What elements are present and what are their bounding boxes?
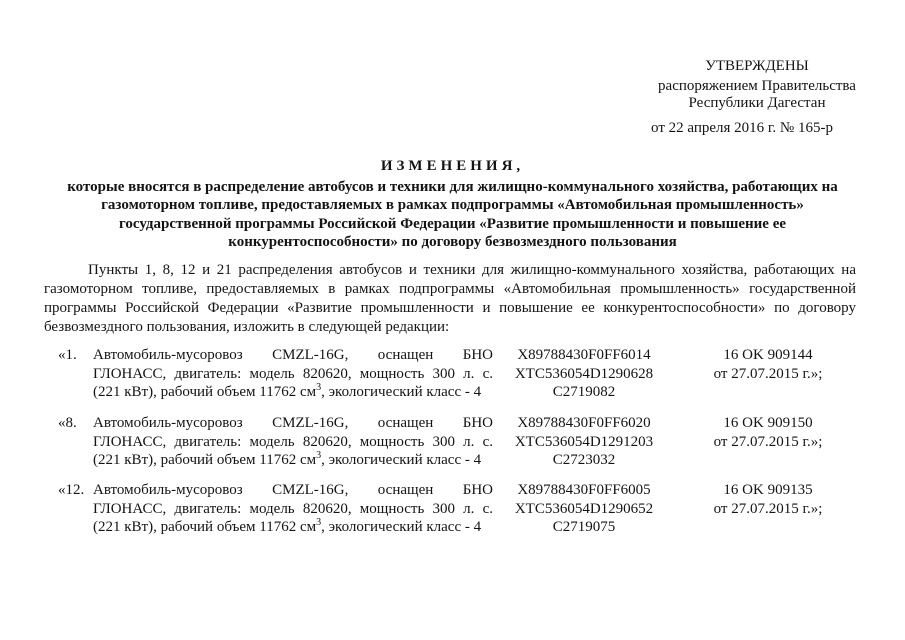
entry-item-12 xyxy=(0,481,905,541)
engine-number: C2723032 xyxy=(552,452,616,468)
document-number: 16 OK 909144 xyxy=(723,347,813,363)
intro-line: безвозмездного пользования, изложить в следующей редакции: xyxy=(44,319,450,335)
description-line: ГЛОНАСС, двигатель: модель 820620, мощность 300 л. с. xyxy=(93,500,493,517)
entry-document xyxy=(690,414,846,451)
entry-description xyxy=(93,346,493,402)
document-date: от 27.07.2015 г.»; xyxy=(713,500,823,517)
entry-item-1 xyxy=(0,346,905,406)
engine-number: C2719082 xyxy=(552,384,616,400)
intro-paragraph xyxy=(0,261,905,337)
intro-line: программы Российской Федерации «Развитие промышленности и повышение ее конкурентоспособности» по договору xyxy=(44,300,856,316)
entry-vin-numbers xyxy=(510,481,658,537)
approval-region: Республики Дагестан xyxy=(688,95,826,111)
description-line xyxy=(93,451,493,470)
document-number: 16 OK 909135 xyxy=(723,482,813,498)
description-text: , экологический класс - 4 xyxy=(321,519,482,535)
superscript: 3 xyxy=(316,382,322,393)
approval-date: от 22 апреля 2016 г. № 165-р xyxy=(651,120,833,136)
description-text: (221 кВт), рабочий объем 11762 см xyxy=(93,519,317,535)
approval-title: УТВЕРЖДЕНЫ xyxy=(705,58,809,74)
document-date: от 27.07.2015 г.»; xyxy=(713,365,823,382)
entry-vin-numbers xyxy=(510,346,658,402)
description-text: (221 кВт), рабочий объем 11762 см xyxy=(93,452,317,468)
vin-number: X89788430F0FF6020 xyxy=(517,415,651,431)
description-line: Автомобиль-мусоровоз CMZL-16G, оснащен БНО xyxy=(93,415,493,431)
entry-description xyxy=(93,481,493,537)
document-subtitle xyxy=(0,178,905,252)
approval-authority: распоряжением Правительства xyxy=(658,78,856,94)
chassis-number: XTC536054D1290628 xyxy=(514,365,654,382)
description-line: ГЛОНАСС, двигатель: модель 820620, мощность 300 л. с. xyxy=(93,365,493,382)
superscript: 3 xyxy=(316,517,322,528)
entry-marker: «8. xyxy=(58,415,77,431)
description-line xyxy=(93,383,493,402)
chassis-number: XTC536054D1291203 xyxy=(514,433,654,450)
entry-item-8 xyxy=(0,414,905,474)
entry-marker: «1. xyxy=(58,347,77,363)
subtitle-line: государственной программы Российской Федерации «Развитие промышленности и повышение ее xyxy=(118,215,787,232)
entry-document xyxy=(690,346,846,383)
description-line: ГЛОНАСС, двигатель: модель 820620, мощность 300 л. с. xyxy=(93,433,493,450)
description-text: , экологический класс - 4 xyxy=(321,452,482,468)
description-text: , экологический класс - 4 xyxy=(321,384,482,400)
intro-line: газомоторном топливе, предоставляемых в рамках подпрограммы «Автомобильная промышленность» государственной xyxy=(44,281,856,297)
entry-document xyxy=(690,481,846,518)
vin-number: X89788430F0FF6005 xyxy=(517,482,651,498)
engine-number: C2719075 xyxy=(552,519,616,535)
superscript: 3 xyxy=(316,450,322,461)
chassis-number: XTC536054D1290652 xyxy=(514,500,654,517)
subtitle-line: которые вносятся в распределение автобусов и техники для жилищно-коммунального хозяйства, работающих на xyxy=(67,179,838,195)
subtitle-line: конкурентоспособности» по договору безвозмездного пользования xyxy=(228,234,677,251)
document-date: от 27.07.2015 г.»; xyxy=(713,433,823,450)
vin-number: X89788430F0FF6014 xyxy=(517,347,651,363)
intro-line: Пункты 1, 8, 12 и 21 распределения автобусов и техники для жилищно-коммунального хозяйства, работающих на xyxy=(88,262,856,278)
subtitle-line: газомоторном топливе, предоставляемых в рамках подпрограммы «Автомобильная промышленность» xyxy=(101,197,804,214)
description-line: Автомобиль-мусоровоз CMZL-16G, оснащен БНО xyxy=(93,347,493,363)
document-title: ИЗМЕНЕНИЯ, xyxy=(380,158,525,174)
entry-marker: «12. xyxy=(58,482,85,498)
description-line: Автомобиль-мусоровоз CMZL-16G, оснащен БНО xyxy=(93,482,493,498)
document-number: 16 OK 909150 xyxy=(723,415,813,431)
entry-description xyxy=(93,414,493,470)
description-text: (221 кВт), рабочий объем 11762 см xyxy=(93,384,317,400)
description-line xyxy=(93,518,493,537)
entry-vin-numbers xyxy=(510,414,658,470)
